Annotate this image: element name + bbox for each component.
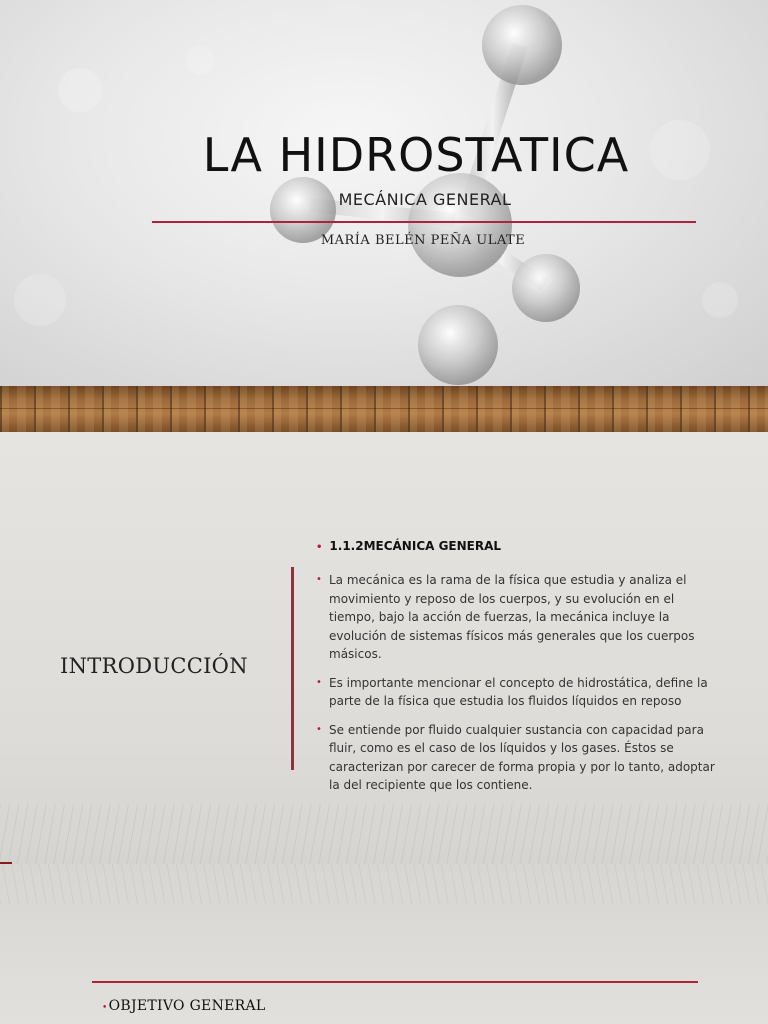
objective-heading-text: OBJETIVO GENERAL xyxy=(108,998,266,1014)
introduction-slide xyxy=(0,432,768,864)
bullet-dot-icon: • xyxy=(102,1003,108,1013)
title-slide xyxy=(0,0,768,386)
bullet-dot-icon: • xyxy=(316,542,323,553)
bullet-text: La mecánica es la rama de la física que estudia y analiza el movimiento y reposo de los cuerpos, y su evolución en el tiempo, bajo la acción de fuerzas, la mecánica incluye la evolución de sistemas físicos más generales que los cuerpos másicos. xyxy=(329,573,695,661)
presentation-title: LA HIDROSTATICA xyxy=(202,128,630,182)
list-item xyxy=(316,571,716,664)
bullet-text: Se entiende por fluido cualquier sustancia con capacidad para fluir, como es el caso de los líquidos y los gases. Éstos se caracterizan por carecer de forma propia y por lo tanto, adoptar la del recipiente que los contiene. xyxy=(329,722,715,792)
introduction-title: INTRODUCCIÓN xyxy=(60,654,248,678)
title-divider xyxy=(152,221,696,223)
list-item xyxy=(316,674,716,711)
objective-slide xyxy=(0,864,768,1024)
list-item xyxy=(316,721,716,795)
bullet-dot-icon: • xyxy=(316,723,322,735)
bullet-dot-icon: • xyxy=(316,574,322,585)
section-heading xyxy=(316,539,501,553)
wood-floor-band xyxy=(0,386,768,432)
author-name: MARÍA BELÉN PEÑA ULATE xyxy=(320,233,526,248)
background-lines xyxy=(0,804,768,864)
background-lines xyxy=(0,864,768,904)
objective-heading xyxy=(102,998,266,1014)
section-heading-text: 1.1.2MECÁNICA GENERAL xyxy=(329,539,502,553)
bullet-text: Es importante mencionar el concepto de hidrostática, define la parte de la física que estudia los fluidos líquidos en reposo xyxy=(329,675,708,708)
presentation-subtitle: MECÁNICA GENERAL xyxy=(338,190,512,209)
vertical-divider xyxy=(291,567,294,770)
bullet-list xyxy=(316,571,716,805)
objective-divider xyxy=(92,981,698,983)
bullet-dot-icon: • xyxy=(316,676,322,688)
